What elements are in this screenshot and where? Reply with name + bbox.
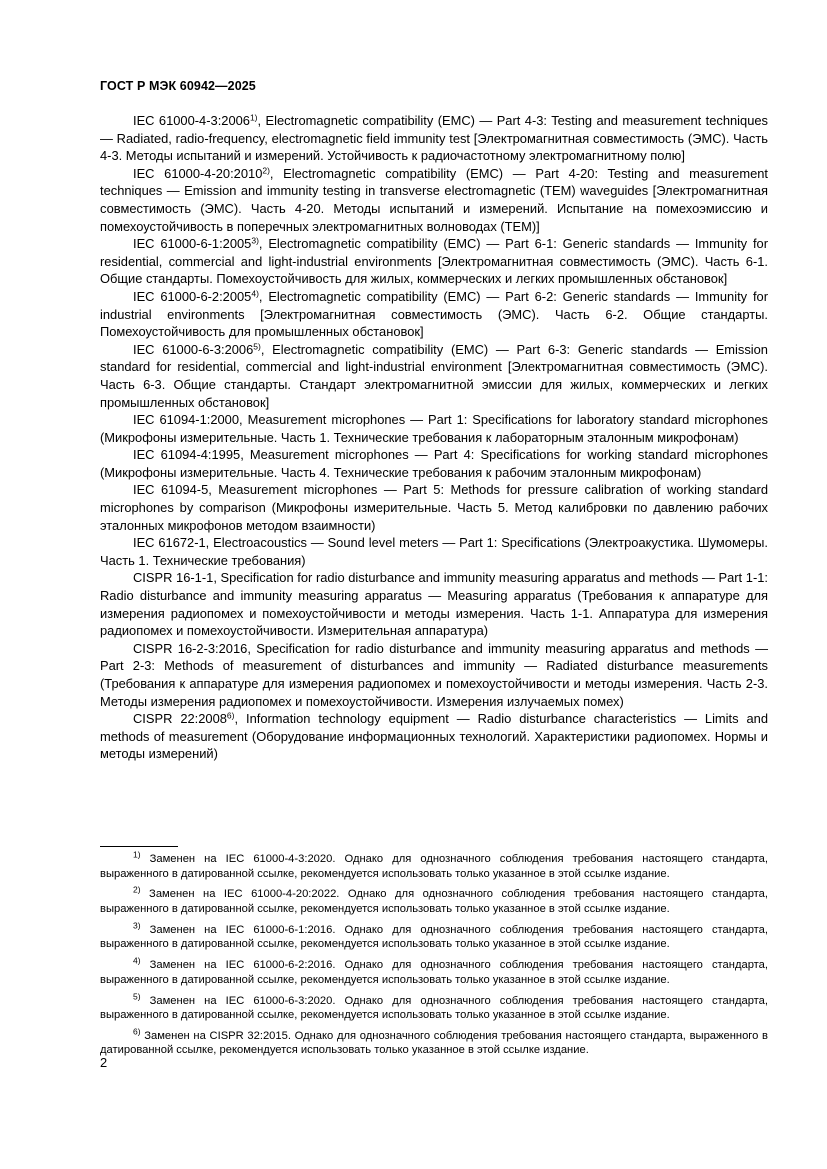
footnote-mark[interactable]: 5) bbox=[253, 341, 261, 352]
reference-item bbox=[100, 411, 768, 446]
reference-code: IEC 61094-1:2000 bbox=[133, 412, 240, 428]
reference-item bbox=[100, 640, 768, 710]
footnote-number: 6) bbox=[133, 1026, 141, 1037]
footnote-item bbox=[100, 1026, 768, 1058]
footnote-number: 2) bbox=[133, 884, 141, 895]
footnote-text: Заменен на IEC 61000-6-3:2020. Однако для однозначного соблюдения требования настоящего стандарта, выраженного в датированной ссылке, рекомендуется использовать только указанное в этой ссылке издание. bbox=[100, 994, 768, 1022]
page-number: 2 bbox=[100, 1055, 108, 1070]
footnote-mark[interactable]: 3) bbox=[251, 235, 259, 246]
reference-item bbox=[100, 235, 768, 288]
reference-item bbox=[100, 446, 768, 481]
footnote-text: Заменен на IEC 61000-4-3:2020. Однако для однозначного соблюдения требования настоящего стандарта, выраженного в датированной ссылке, рекомендуется использовать только указанное в этой ссылке издание. bbox=[100, 853, 768, 880]
reference-item bbox=[100, 710, 768, 763]
reference-item bbox=[100, 569, 768, 639]
reference-code: CISPR 22:2008 bbox=[133, 711, 227, 727]
reference-code: IEC 61000-6-3:2006 bbox=[133, 341, 254, 357]
reference-text: , Electromagnetic compatibility (EMC) — Part 6-3: Generic standards — Emission standard for residential, commercial and light-industrial environment [Электромагнитная совместимость (ЭМС). Часть 6-3. Общие стандарты. Стандарт электромагнитной эмиссии для жилых, коммерческих и легких промышленных обстановок] bbox=[100, 341, 768, 410]
reference-text: , Electroacoustics — Sound level meters — Part 1: Specifications (Электроакустика. Шумомеры. Часть 1. Технические требования) bbox=[100, 535, 768, 568]
reference-item bbox=[100, 534, 768, 569]
reference-code: IEC 61000-4-3:2006 bbox=[133, 113, 250, 128]
footnote-text: Заменен на CISPR 32:2015. Однако для однозначного соблюдения требования настоящего стандарта, выраженного в датированной ссылке, рекомендуется использовать только указанное в этой ссылке издание. bbox=[100, 1029, 768, 1057]
footnote-mark[interactable]: 2) bbox=[262, 165, 270, 176]
reference-text: , Electromagnetic compatibility (EMC) — Part 6-1: Generic standards — Immunity for residential, commercial and light-industrial environments [Электромагнитная совместимость (ЭМС). Часть 6-1. Общие стандарты. Помехоустойчивость для жилых, коммерческих и легких промышленных обстановок] bbox=[100, 236, 768, 287]
footnote-text: Заменен на IEC 61000-6-2:2016. Однако для однозначного соблюдения требования настоящего стандарта, выраженного в датированной ссылке, рекомендуется использовать только указанное в этой ссылке издание. bbox=[100, 959, 768, 986]
footnote-mark[interactable]: 1) bbox=[249, 112, 258, 123]
footnote-number: 3) bbox=[133, 920, 141, 931]
footnote-divider bbox=[100, 846, 178, 847]
reference-text: , Electromagnetic compatibility (EMC) — Part 4-20: Testing and measurement techniques — Emission and immunity testing in transverse electromagnetic (TEM) waveguides [Электромагнитная совместимость (ЭМС). Часть 4-20. Методы испытаний и измерений. Испытание на помехоэмиссию и помехоустойчивость в поперечных электромагнитных волноводах (TEM)] bbox=[100, 165, 768, 234]
reference-text: , Measurement microphones — Part 1: Specifications for laboratory standard microphones (Микрофоны измерительные. Часть 1. Технические требования к лабораторным эталонным микрофонам) bbox=[100, 412, 769, 445]
reference-text: , Electromagnetic compatibility (EMC) — Part 4-3: Testing and measurement techniques — Radiated, radio-frequency, electromagnetic field immunity test [Электромагнитная совместимость (ЭМС). Часть 4-3. Методы испытаний и измерений. Устойчивость к радиочастотному электромагнитному полю] bbox=[100, 113, 768, 164]
footnote-list bbox=[100, 849, 768, 1064]
reference-text: , Electromagnetic compatibility (EMC) — Part 6-2: Generic standards — Immunity for industrial environments [Электромагнитная совместимость (ЭМС). Часть 6-2. Общие стандарты. Помехоустойчивость для промышленных обстановок] bbox=[100, 288, 768, 340]
reference-item bbox=[100, 288, 768, 341]
footnote-text: Заменен на IEC 61000-4-20:2022. Однако для однозначного соблюдения требования настоящего стандарта, выраженного в датированной ссылке, рекомендуется использовать только указанное в этой ссылке издание. bbox=[100, 888, 768, 915]
reference-code: IEC 61000-6-2:2005 bbox=[133, 288, 252, 304]
reference-code: IEC 61000-4-20:2010 bbox=[133, 165, 263, 181]
footnote-item bbox=[100, 920, 768, 952]
footnote-text: Заменен на IEC 61000-6-1:2016. Однако для однозначного соблюдения требования настоящего стандарта, выраженного в датированной ссылке, рекомендуется использовать только указанное в этой ссылке издание. bbox=[100, 923, 768, 951]
reference-code: IEC 61094-5 bbox=[133, 482, 209, 498]
reference-code: CISPR 16-2-3:2016 bbox=[133, 640, 248, 656]
reference-code: IEC 61094-4:1995 bbox=[133, 447, 241, 463]
reference-item bbox=[100, 165, 768, 235]
reference-code: IEC 61672-1 bbox=[133, 535, 206, 551]
footnote-item bbox=[100, 849, 768, 881]
reference-code: IEC 61000-6-1:2005 bbox=[133, 236, 252, 252]
reference-text: , Measurement microphones — Part 4: Specifications for working standard microphones (Микрофоны измерительные. Часть 4. Технические требования к рабочим эталонным микрофонам) bbox=[100, 447, 768, 480]
footnote-item bbox=[100, 955, 768, 987]
reference-item bbox=[100, 341, 768, 411]
reference-text: , Specification for radio disturbance and immunity measuring apparatus and methods — Part 2-3: Methods of measurement of disturbances and immunity — Radiated disturbance measurements (Требования к аппаратуре для измерения радиопомех и помехоустойчивости и методы измерения. Часть 2-3. Методы измерения радиопомех и помехоустойчивости. Измерения излучаемых помех) bbox=[100, 640, 769, 709]
reference-code: CISPR 16-1-1 bbox=[133, 570, 214, 586]
footnote-item bbox=[100, 884, 768, 916]
footnote-item bbox=[100, 990, 768, 1023]
reference-item bbox=[100, 112, 768, 165]
page-header: ГОСТ Р МЭК 60942—2025 bbox=[100, 79, 256, 93]
footnote-mark[interactable]: 4) bbox=[251, 288, 259, 299]
footnote-number: 1) bbox=[133, 849, 141, 860]
reference-item bbox=[100, 481, 768, 534]
footnote-mark[interactable]: 6) bbox=[226, 710, 235, 721]
reference-list bbox=[100, 112, 768, 763]
reference-text: , Measurement microphones — Part 5: Methods for pressure calibration of working standard microphones by comparison (Микрофоны измерительные. Часть 5. Метод калибровки по давлению рабочих эталонных микрофонов методом взаимности) bbox=[100, 482, 768, 533]
reference-text: , Specification for radio disturbance and immunity measuring apparatus and methods — Part 1-1: Radio disturbance and immunity measuring apparatus — Measuring apparatus (Требования к аппаратуре для измерения радиопомех и помехоустойчивости и методы измерения. Часть 1-1. Аппаратура для измерения радиопомех и помехоустойчивости. Измерительная аппаратура) bbox=[100, 570, 768, 639]
reference-text: , Information technology equipment — Radio disturbance characteristics — Limits and methods of measurement (Оборудование информационных технологий. Характеристики радиопомех. Нормы и методы измерений) bbox=[100, 711, 768, 762]
footnote-number: 5) bbox=[133, 990, 141, 1001]
footnote-number: 4) bbox=[133, 955, 141, 966]
